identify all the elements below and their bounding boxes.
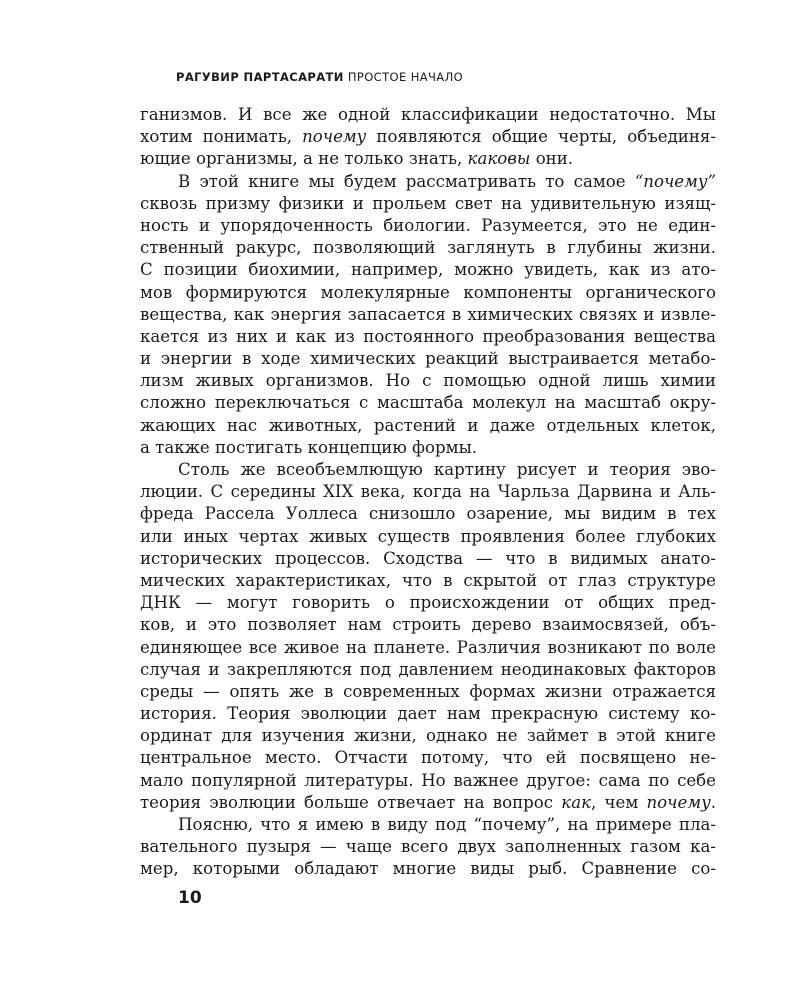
text-line: мер, которыми обладают многие виды рыб. Сравнение со- — [140, 859, 716, 879]
header-book-title: ПРОСТОЕ НАЧАЛО — [347, 70, 464, 84]
text-line: ганизмов. И все же одной классификации недостаточно. Мы — [140, 105, 716, 124]
emphasis: почему — [646, 792, 711, 812]
emphasis: почему — [302, 127, 367, 147]
text-line: люции. С середины XIX века, когда на Чарльза Дарвина и Аль- — [140, 482, 716, 502]
emphasis: каковы — [467, 149, 531, 169]
text-line: ющие организмы, а не только знать, каковы они. — [140, 149, 574, 169]
text-line: хотим понимать, почему появляются общие черты, объединя- — [140, 127, 716, 147]
text-line: сложно переключаться с масштаба молекул на масштаб окру- — [140, 393, 716, 413]
text-line: ординат для изучения жизни, однако не займет в этой книге — [140, 726, 716, 746]
emphasis: как — [561, 792, 592, 812]
text-line: лизм живых организмов. Но с помощью одной лишь химии — [140, 371, 716, 391]
text-line: жающих нас животных, растений и даже отдельных клеток, — [140, 415, 716, 435]
text-line: С позиции биохимии, например, можно увидеть, как из ато- — [140, 260, 716, 280]
header-author: РАГУВИР ПАРТАСАРАТИ — [176, 70, 344, 84]
text-line: ДНК — могут говорить о происхождении от общих пред- — [140, 593, 716, 613]
text-line: кается из них и как из постоянного преобразования вещества — [140, 326, 716, 346]
text-line: центральное место. Отчасти потому, что ей посвящено не- — [140, 748, 716, 768]
text-line: вещества, как энергия запасается в химических связях и извле- — [140, 304, 716, 324]
text-line: среды — опять же в современных формах жизни отражается — [140, 681, 716, 701]
text-line: или иных чертах живых существ проявления более глубоких — [140, 526, 716, 546]
text-line: фреда Рассела Уоллеса снизошло озарение, мы видим в тех — [140, 504, 716, 524]
text-line: вательного пузыря — чаще всего двух заполненных газом ка- — [140, 837, 716, 857]
text-line: сквозь призму физики и прольем свет на удивительную изящ- — [140, 193, 716, 213]
text-line: мало популярной литературы. Но важнее другое: сама по себе — [140, 770, 716, 790]
text-line-paragraph-start: В этой книге мы будем рассматривать то самое “почему” — [178, 171, 716, 191]
text-line: мов формируются молекулярные компоненты органического — [140, 282, 716, 302]
text-line: ков, и это позволяет нам строить дерево взаимосвязей, объ- — [140, 615, 716, 635]
page-number: 10 — [178, 888, 202, 908]
text-line: а также постигать концепцию формы. — [140, 437, 478, 457]
text-line: исторических процессов. Сходства — что в видимых анато- — [140, 548, 716, 568]
text-line: история. Теория эволюции дает нам прекрасную систему ко- — [140, 704, 716, 724]
text-line: ственный ракурс, позволяющий заглянуть в глубины жизни. — [140, 238, 716, 258]
text-line: ность и упорядоченность биологии. Разумеется, это не един- — [140, 215, 716, 235]
text-line-paragraph-start: Поясню, что я имею в виду под “почему”, на примере пла- — [178, 815, 716, 834]
text-line: единяющее все живое на планете. Различия возникают по воле — [140, 637, 716, 657]
text-line: случая и закрепляются под давлением неодинаковых факторов — [140, 659, 716, 679]
text-line: и энергии в ходе химических реакций выстраивается метабо- — [140, 349, 716, 369]
text-line-paragraph-start: Столь же всеобъемлющую картину рисует и теория эво- — [178, 460, 716, 479]
text-line: мических характеристиках, что в скрытой от глаз структуре — [140, 570, 716, 590]
running-header — [176, 70, 463, 84]
body-text — [140, 104, 716, 881]
emphasis: “почему” — [634, 171, 716, 191]
text-line: теория эволюции больше отвечает на вопрос как, чем почему. — [140, 792, 716, 812]
